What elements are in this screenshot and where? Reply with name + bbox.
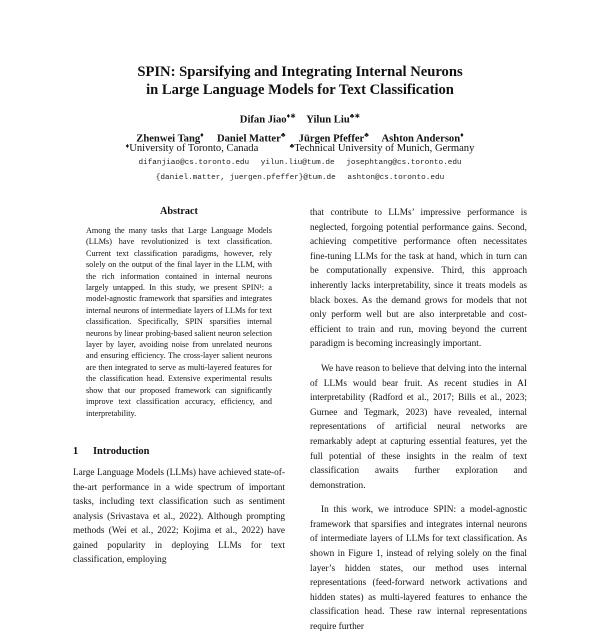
affiliation-toronto: University of Toronto, Canada (129, 143, 259, 154)
author-name: Difan Jiao (239, 114, 287, 126)
right-column (310, 206, 527, 635)
affiliation-munich: Technical University of Munich, Germany (294, 143, 475, 154)
left-column (73, 205, 285, 568)
section-title: Introduction (93, 445, 150, 457)
author-marks: ♣ (280, 130, 286, 139)
email-line-2 (0, 171, 600, 186)
email-address: ashton@cs.toronto.edu (347, 174, 445, 182)
affiliations (0, 140, 600, 155)
affiliation-mark: ♦ (125, 142, 130, 150)
author-marks: ♣ (364, 130, 369, 139)
email-address: {daniel.matter, juergen.pfeffer}@tum.de (155, 174, 336, 182)
author-name: Yilun Liu (306, 114, 350, 126)
section-heading (73, 445, 285, 459)
email-address: josephtang@cs.toronto.edu (346, 159, 462, 167)
right-paragraph-1: that contribute to LLMs’ impressive performance is neglected, forgoing potential performance gains. Second, achieving competitive performance often necessitates fine-tuning LLMs for the task at hand, which in turn can be computationally expensive. Third, this approach inherently lacks interpretability, since it treats models as black boxes. As the demand grows for models that not only perform well but are also interpretable and cost-efficient to train and run, moving beyond the current paradigm is becoming increasingly important. (310, 208, 527, 350)
intro-paragraph-1: Large Language Models (LLMs) have achieved state-of-the-art performance in a wide spectrum of important tasks, including text classification such as sentiment analysis (Srivastava et al., 2022). Although prompting methods (Wei et al., 2022; Kojima et al., 2022) have gained popularity in deploying LLMs for text classification, employing (73, 467, 285, 566)
author-name: Zhenwei Tang (136, 133, 201, 145)
author-marks: ♦ (200, 130, 204, 139)
email-line-1 (0, 156, 600, 171)
right-paragraph-3: In this work, we introduce SPIN: a model-agnostic framework that sparsifies and integrates internal neurons of intermediate layers of LLMs for text classification. As shown in Figure 1, instead of relying solely on the final layer’s hidden states, our method uses internal representations (feed-forward network activations and hidden states) as multi-layered features to enhance the classification head. These raw internal representations require further (310, 505, 527, 633)
abstract-text: Among the many tasks that Large Language Models (LLMs) have revolutionized is text classification. Current text classification paradigms, however, rely solely on the output of the final layer in the LLM, with the rich information contained in internal neurons largely untapped. In this study, we present SPIN¹: a model-agnostic framework that sparsifies and integrates internal neurons of intermediate layers of LLMs for text classification. Specifically, SPIN sparsifies internal neurons by linear probing-based salient neuron selection layer by layer, avoiding noise from unrelated neurons and ensuring efficiency. The cross-layer salient neurons are then integrated to serve as multi-layered features for the classification head. Extensive experimental results show that our proposed framework can significantly improve text classification accuracy, efficiency, and interpretability. (86, 226, 272, 418)
right-paragraph-2: We have reason to believe that delving into the internal of LLMs would bear fruit. As recent studies in AI interpretability (Radford et al., 2017; Bills et al., 2023; Gurnee and Tegmark, 2023) have revealed, internal representations of artificial neural networks are remarkably adept at capturing essential features, yet the full potential of these insights in the realm of text classification awaits further exploration and demonstration. (310, 363, 527, 491)
author-marks: ♦∗ (286, 112, 297, 120)
paper-title (0, 63, 600, 99)
title-line-1: SPIN: Sparsifying and Integrating Internal Neurons (137, 64, 463, 80)
author-marks: ♦ (460, 130, 464, 139)
author-marks: ♣∗ (349, 112, 361, 120)
section-number: 1 (73, 445, 79, 457)
author-emails (0, 156, 600, 186)
affiliation-mark: ♣ (289, 142, 295, 150)
author-row-1 (0, 109, 600, 128)
title-line-2: in Large Language Models for Text Classification (146, 82, 454, 98)
email-address: yilun.liu@tum.de (260, 159, 335, 167)
author-name: Jürgen Pfeffer (298, 133, 365, 145)
email-address: difanjiao@cs.toronto.edu (138, 159, 250, 167)
abstract-heading: Abstract (160, 206, 198, 217)
author-name: Daniel Matter (216, 133, 281, 145)
author-name: Ashton Anderson (381, 133, 461, 145)
